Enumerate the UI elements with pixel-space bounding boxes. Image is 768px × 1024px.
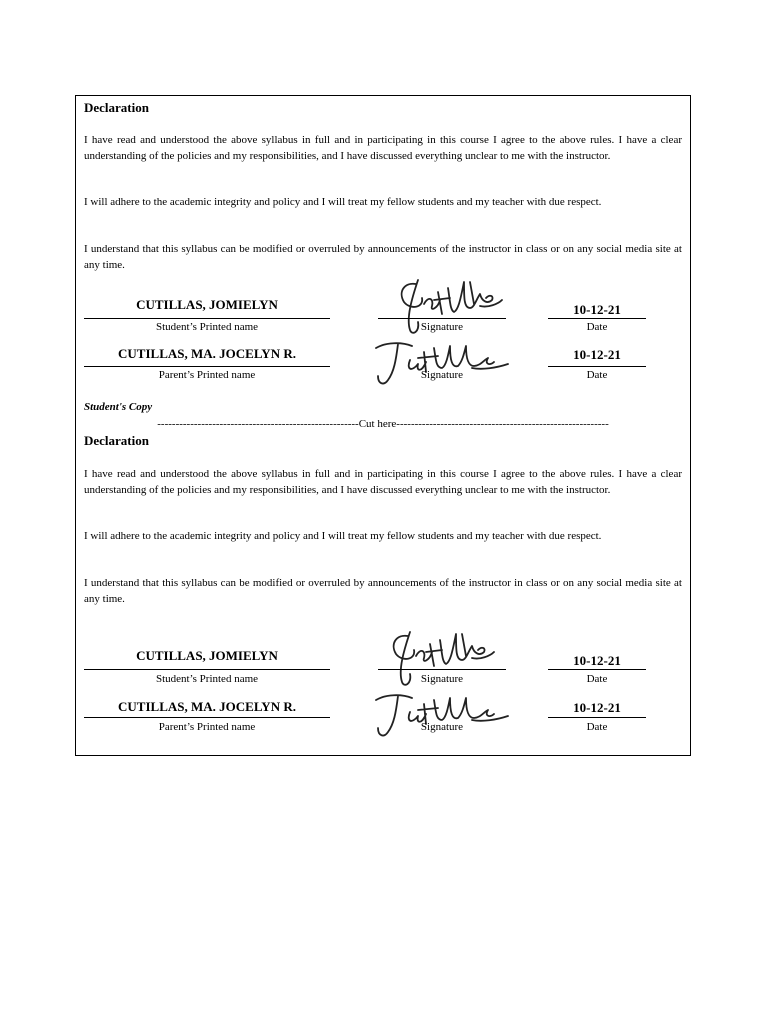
- bottom-student-signature-caption: Signature: [420, 673, 464, 685]
- top-parent-signature-icon: [372, 338, 512, 390]
- bottom-student-date: 10-12-21: [573, 653, 621, 668]
- bottom-student-date-caption: Date: [586, 673, 608, 685]
- bottom-paragraph-3: I understand that this syllabus can be modified or overruled by announcements of the instructor in class or on any social media site at any time.: [84, 577, 682, 605]
- bottom-declaration-heading: Declaration: [84, 433, 149, 448]
- bottom-parent-date: 10-12-21: [573, 700, 621, 715]
- declaration-form: [75, 95, 691, 756]
- cut-here-line: -------------------------------------------------------Cut here----------------------------------------------------------: [157, 418, 609, 430]
- top-paragraph-2: I will adhere to the academic integrity and policy and I will treat my fellow students and my teacher with due respect.: [84, 196, 602, 208]
- top-student-date-line: [548, 318, 646, 319]
- bottom-student-name-caption: Student’s Printed name: [155, 673, 259, 685]
- bottom-parent-name-line: [84, 717, 330, 718]
- students-copy-label: Student's Copy: [84, 401, 153, 413]
- bottom-parent-signature-icon: [372, 690, 512, 742]
- top-paragraph-3: I understand that this syllabus can be modified or overruled by announcements of the instructor in class or on any social media site at any time.: [84, 243, 682, 271]
- top-parent-date-caption: Date: [586, 369, 608, 381]
- bottom-student-name: CUTILLAS, JOMIELYN: [136, 648, 278, 663]
- top-paragraph-1: I have read and understood the above syllabus in full and in participating in this course I agree to the above rules. I have a clear understanding of the policies and my responsibilities, and I have discussed everything unclear to me with the instructor.: [84, 134, 682, 162]
- top-parent-name: CUTILLAS, MA. JOCELYN R.: [118, 346, 296, 361]
- bottom-parent-signature-caption: Signature: [420, 721, 464, 733]
- top-student-signature-line: [378, 318, 506, 319]
- bottom-parent-name: CUTILLAS, MA. JOCELYN R.: [118, 699, 296, 714]
- top-parent-date: 10-12-21: [573, 347, 621, 362]
- top-student-date-caption: Date: [586, 321, 608, 333]
- top-parent-name-caption: Parent’s Printed name: [158, 369, 256, 381]
- bottom-student-date-line: [548, 669, 646, 670]
- top-student-signature-caption: Signature: [420, 321, 464, 333]
- top-student-name: CUTILLAS, JOMIELYN: [136, 297, 278, 312]
- bottom-parent-name-caption: Parent’s Printed name: [158, 721, 256, 733]
- bottom-paragraph-2: I will adhere to the academic integrity and policy and I will treat my fellow students and my teacher with due respect.: [84, 530, 602, 542]
- top-declaration-heading: Declaration: [84, 100, 149, 115]
- bottom-parent-date-line: [548, 717, 646, 718]
- top-parent-date-line: [548, 366, 646, 367]
- top-student-name-caption: Student’s Printed name: [155, 321, 259, 333]
- bottom-student-signature-line: [378, 669, 506, 670]
- bottom-student-name-line: [84, 669, 330, 670]
- top-parent-name-line: [84, 366, 330, 367]
- top-student-name-line: [84, 318, 330, 319]
- top-student-date: 10-12-21: [573, 302, 621, 317]
- bottom-parent-date-caption: Date: [586, 721, 608, 733]
- bottom-paragraph-1: I have read and understood the above syllabus in full and in participating in this course I agree to the above rules. I have a clear understanding of the policies and my responsibilities, and I have discussed everything unclear to me with the instructor.: [84, 468, 682, 496]
- top-parent-signature-caption: Signature: [420, 369, 464, 381]
